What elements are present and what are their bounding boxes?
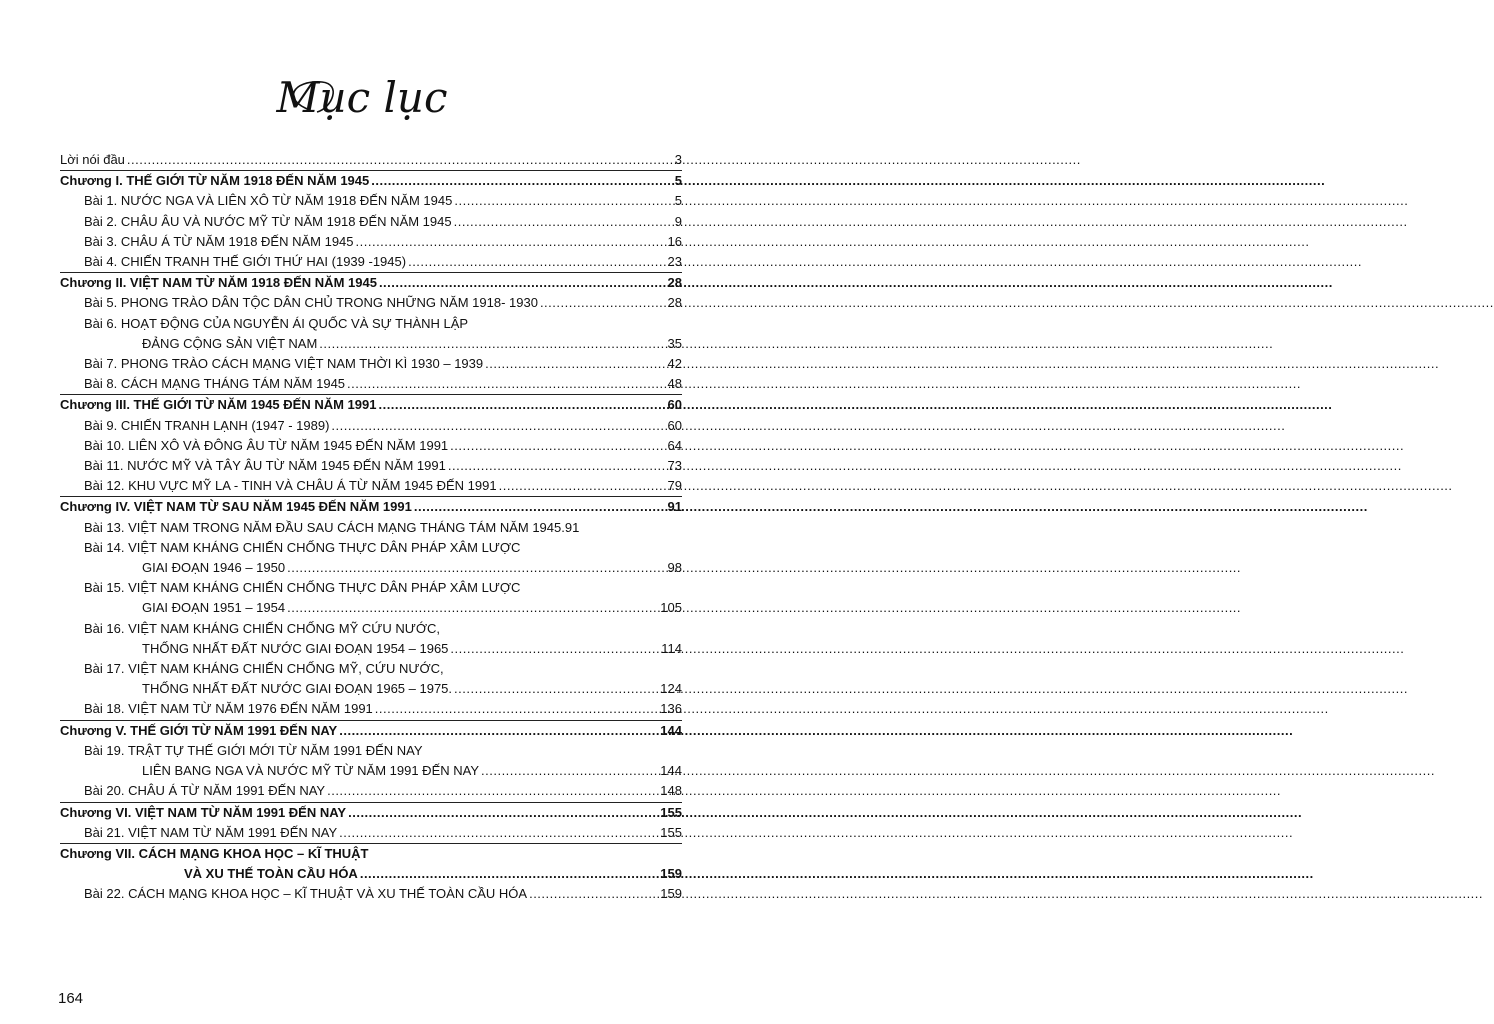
toc-entry-label: THỐNG NHẤT ĐẤT NƯỚC GIAI ĐOẠN 1954 – 1965 [142, 640, 449, 656]
toc-entry[interactable] [60, 436, 682, 456]
toc-leader-dots [540, 293, 666, 313]
toc-leader-dots [454, 679, 658, 699]
toc-entry-label: Bài 10. LIÊN XÔ VÀ ĐÔNG ÂU TỪ NĂM 1945 ĐẾN NĂM 1991 [84, 437, 449, 453]
toc-entry[interactable] [60, 374, 682, 394]
toc-entry-page: 64 [667, 437, 682, 453]
toc-entry[interactable] [60, 699, 682, 719]
toc-entry[interactable] [60, 518, 682, 538]
toc-entry-label: Bài 1. NƯỚC NGA VÀ LIÊN XÔ TỪ NĂM 1918 ĐẾN NĂM 1945 [84, 193, 453, 209]
toc-entry-page: 3 [674, 152, 682, 167]
toc-entry-page: 16 [667, 233, 682, 249]
toc-entry[interactable] [60, 679, 682, 699]
toc-entry-page: 91 [667, 499, 682, 515]
toc-entry-label: Bài 11. NƯỚC MỸ VÀ TÂY ÂU TỪ NĂM 1945 ĐẾN NĂM 1991 [84, 458, 446, 474]
toc-entry[interactable] [60, 293, 682, 313]
toc-entry-label: Bài 7. PHONG TRÀO CÁCH MẠNG VIỆT NAM THỜI KÌ 1930 – 1939 [84, 356, 484, 372]
toc-leader-dots [371, 171, 673, 191]
toc-entry-label: Bài 14. VIỆT NAM KHÁNG CHIẾN CHỐNG THỰC DÂN PHÁP XÂM LƯỢC [84, 539, 521, 555]
toc-entry[interactable] [60, 558, 682, 578]
toc-entry[interactable] [60, 659, 682, 679]
toc-leader-dots [339, 721, 658, 741]
toc-entry-label: GIAI ĐOẠN 1951 – 1954 [142, 600, 286, 616]
toc-entry-page: 159 [660, 866, 682, 882]
toc-entry-label: Bài 18. VIỆT NAM TỪ NĂM 1976 ĐẾN NĂM 1991 [84, 701, 373, 717]
toc-entry-page: 114 [661, 640, 682, 656]
toc-entry[interactable] [60, 761, 682, 781]
toc-entry[interactable] [60, 823, 682, 843]
toc-entry[interactable] [60, 416, 682, 436]
toc-entry-label: VÀ XU THẾ TOÀN CẦU HÓA [184, 866, 358, 882]
toc-entry-page: 23 [667, 254, 682, 270]
toc-entry[interactable] [60, 741, 682, 761]
title-text: Mục lục [276, 73, 448, 122]
toc-entry-page: 35 [667, 335, 682, 351]
toc-entry-label: Bài 8. CÁCH MẠNG THÁNG TÁM NĂM 1945 [84, 376, 346, 392]
toc-leader-dots [529, 884, 658, 904]
toc-leader-dots [499, 476, 666, 496]
toc-entry-label: Bài 5. PHONG TRÀO DÂN TỘC DÂN CHỦ TRONG NHỮNG NĂM 1918- 1930 [84, 295, 538, 311]
toc-leader-dots [327, 781, 658, 801]
toc-entry-page: 60 [667, 397, 682, 413]
toc-entry-page: 9 [674, 213, 682, 229]
toc-entry-page: 159 [660, 886, 682, 902]
toc-entry-label: Chương II. VIỆT NAM TỪ NĂM 1918 ĐẾN NĂM 1945 [60, 275, 377, 291]
toc-entry-label: Bài 9. CHIẾN TRANH LẠNH (1947 - 1989) [84, 417, 330, 433]
toc-leader-dots [448, 456, 666, 476]
page-number: 164 [58, 990, 84, 1007]
toc-entry-label: Bài 2. CHÂU ÂU VÀ NƯỚC MỸ TỪ NĂM 1918 ĐẾN NĂM 1945 [84, 213, 452, 229]
toc-leader-dots [339, 823, 658, 843]
toc-entry-label: Bài 16. VIỆT NAM KHÁNG CHIẾN CHỐNG MỸ CỨU NƯỚC, [84, 620, 440, 636]
toc-leader-dots [356, 232, 666, 252]
toc-entry-label: LIÊN BANG NGA VÀ NƯỚC MỸ TỪ NĂM 1991 ĐẾN NAY [142, 763, 480, 779]
toc-entry[interactable] [60, 191, 682, 211]
toc-leader-dots [287, 598, 658, 618]
toc-entry-label: Chương VII. CÁCH MẠNG KHOA HỌC – KĨ THUẬT [60, 845, 369, 861]
toc-leader-dots [375, 699, 659, 719]
toc-entry-label: Chương V. THẾ GIỚI TỪ NĂM 1991 ĐẾN NAY [60, 722, 338, 738]
toc-leader-dots [450, 436, 665, 456]
toc-entry-label: Bài 4. CHIẾN TRANH THẾ GIỚI THỨ HAI (1939 -1945) [84, 254, 407, 270]
toc-entry-page: 5 [674, 193, 682, 209]
toc-entry-label: Bài 17. VIỆT NAM KHÁNG CHIẾN CHỐNG MỸ, CỨU NƯỚC, [84, 661, 444, 677]
toc-leader-dots [127, 150, 673, 170]
toc-entry-page: 155 [660, 804, 682, 820]
toc-entry-label: Bài 13. VIỆT NAM TRONG NĂM ĐẦU SAU CÁCH MẠNG THÁNG TÁM NĂM 1945.91 [84, 519, 580, 535]
toc-leader-dots [485, 354, 665, 374]
toc-entry[interactable] [60, 781, 682, 801]
toc-leader-dots [450, 639, 659, 659]
toc-entry-label: Chương IV. VIỆT NAM TỪ SAU NĂM 1945 ĐẾN NĂM 1991 [60, 499, 412, 515]
page-title [0, 60, 724, 140]
toc-entry[interactable] [60, 232, 682, 252]
toc-leader-dots [379, 273, 666, 293]
toc-entry-page: 98 [667, 560, 682, 576]
toc-entry-page: 60 [667, 417, 682, 433]
toc-entry[interactable] [60, 578, 682, 598]
toc-entry-label: Chương I. THẾ GIỚI TỪ NĂM 1918 ĐẾN NĂM 1945 [60, 173, 370, 189]
toc-leader-dots [347, 374, 666, 394]
toc-entry[interactable] [60, 456, 682, 476]
toc-leader-dots [408, 252, 665, 272]
toc-entry-page: 48 [667, 376, 682, 392]
toc-entry-label: THỐNG NHẤT ĐẤT NƯỚC GIAI ĐOẠN 1965 – 1975. [142, 681, 453, 697]
toc-entry[interactable] [60, 720, 682, 741]
toc-entry-page: 5 [674, 173, 682, 189]
toc-entry-label: GIAI ĐOẠN 1946 – 1950 [142, 560, 286, 576]
toc-leader-dots [348, 803, 658, 823]
toc-entry-page: 124 [660, 681, 682, 697]
toc-entry[interactable] [60, 314, 682, 334]
toc-entry-label: Bài 22. CÁCH MẠNG KHOA HỌC – KĨ THUẬT VÀ XU THẾ TOÀN CẦU HÓA [84, 886, 528, 902]
toc-leader-dots [287, 558, 665, 578]
toc-entry[interactable] [60, 884, 682, 904]
toc-leader-dots [331, 416, 665, 436]
toc-entry[interactable] [60, 639, 682, 659]
toc-leader-dots [414, 497, 666, 517]
toc-leader-dots [319, 334, 665, 354]
toc-entry[interactable] [60, 334, 682, 354]
toc-entry-page: 42 [667, 356, 682, 372]
toc-entry-page: 105 [660, 600, 682, 616]
toc-entry[interactable] [60, 272, 682, 293]
toc-entry[interactable] [60, 212, 682, 232]
toc-entry-label: Bài 12. KHU VỰC MỸ LA - TINH VÀ CHÂU Á TỪ NĂM 1945 ĐẾN 1991 [84, 478, 497, 494]
toc-entry-label: Chương III. THẾ GIỚI TỪ NĂM 1945 ĐẾN NĂM 1991 [60, 397, 377, 413]
toc-entry[interactable] [60, 150, 682, 170]
toc-entry[interactable] [60, 496, 682, 517]
toc-entry-label: Bài 3. CHÂU Á TỪ NĂM 1918 ĐẾN NĂM 1945 [84, 233, 354, 249]
toc-entry[interactable] [60, 598, 682, 618]
toc-entry-page: 144 [660, 722, 682, 738]
toc-entry[interactable] [60, 802, 682, 823]
toc-leader-dots [481, 761, 658, 781]
toc-entry-page: 155 [660, 824, 682, 840]
toc-entry-label: Chương VI. VIỆT NAM TỪ NĂM 1991 ĐẾN NAY [60, 804, 347, 820]
toc-entry[interactable] [60, 619, 682, 639]
toc-entry[interactable] [60, 252, 682, 272]
toc-entry-label: Bài 15. VIỆT NAM KHÁNG CHIẾN CHỐNG THỰC DÂN PHÁP XÂM LƯỢC [84, 580, 521, 596]
toc-leader-dots [454, 212, 673, 232]
toc-leader-dots [360, 864, 658, 884]
toc-entry-page: 79 [667, 478, 682, 494]
toc-entry[interactable] [60, 864, 682, 884]
toc-entry-page: 148 [660, 783, 682, 799]
toc-entry-label: Bài 21. VIỆT NAM TỪ NĂM 1991 ĐẾN NAY [84, 824, 338, 840]
toc-entry[interactable] [60, 843, 682, 864]
toc-entry-page: 28 [667, 275, 682, 291]
toc-entry-label: ĐẢNG CỘNG SẢN VIỆT NAM [142, 335, 318, 351]
toc-entry[interactable] [60, 476, 682, 496]
title-calligraphy [262, 60, 462, 140]
toc-entry-label: Bài 6. HOẠT ĐỘNG CỦA NGUYỄN ÁI QUỐC VÀ SỰ THÀNH LẬP [84, 315, 469, 331]
toc-entry[interactable] [60, 354, 682, 374]
toc-entry-page: 136 [660, 701, 682, 717]
toc-entry-page: 144 [660, 763, 682, 779]
toc-leader-dots [454, 191, 672, 211]
toc-entry-label: Bài 19. TRẬT TỰ THẾ GIỚI MỚI TỪ NĂM 1991 ĐẾN NAY [84, 742, 423, 758]
toc-entry-page: 28 [667, 295, 682, 311]
toc-entry-page: 73 [667, 458, 682, 474]
toc-entry-label: Bài 20. CHÂU Á TỪ NĂM 1991 ĐẾN NAY [84, 783, 326, 799]
toc-leader-dots [378, 395, 665, 415]
toc-entry[interactable] [60, 538, 682, 558]
toc-entry[interactable] [60, 170, 682, 191]
toc-entry[interactable] [60, 394, 682, 415]
toc-entry-label: Lời nói đầu [60, 152, 125, 167]
table-of-contents [60, 150, 682, 905]
